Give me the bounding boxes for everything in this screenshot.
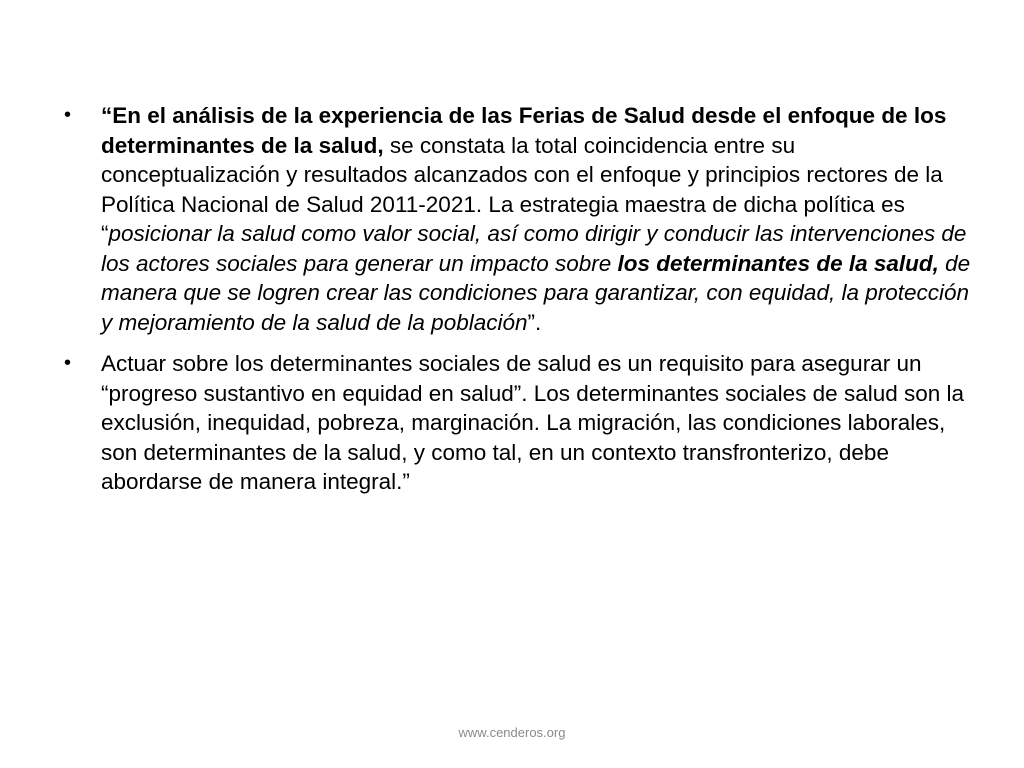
bullet-text: Actuar sobre los determinantes sociales de salud es un requisito para asegurar un “progreso sustantivo en equidad en salud”. Los determinantes sociales de salud son la exclusión, inequidad, pobreza, marginación. La migración, las condiciones laborales, son determinantes de la salud, y como tal, en un contexto transfronterizo, debe abordarse de manera integral.”: [101, 351, 965, 494]
italic-quote-end: de manera que se logren crear las condiciones para garantizar, con equidad, la protección y mejoramiento de la salud de la población: [101, 250, 971, 335]
bold-quote-start: “En el análisis de la experiencia de las Ferias de Salud desde el enfoque de los determinantes de la salud,: [101, 103, 947, 158]
bullet-text: [101, 103, 970, 335]
bullet-item-2: [64, 349, 974, 497]
bold-italic-emphasis: los determinantes de la salud,: [617, 250, 939, 276]
plain-text: se constata la total coincidencia entre su conceptualización y resultados alcanzados con el enfoque y principios rectores de la Política Nacional de Salud 2011-2021. La estrategia maestra de dicha política es “: [101, 132, 943, 246]
bullet-marker: •: [64, 352, 72, 374]
closing-quote: ”.: [527, 309, 542, 335]
bullet-list: [64, 101, 974, 509]
footer-url: www.cenderos.org: [458, 725, 566, 740]
bullet-marker: •: [64, 104, 72, 126]
bullet-item-1: [64, 101, 974, 337]
italic-quote: posicionar la salud como valor social, así como dirigir y conducir las intervenciones de los actores sociales para generar un impacto sobre: [101, 221, 967, 276]
